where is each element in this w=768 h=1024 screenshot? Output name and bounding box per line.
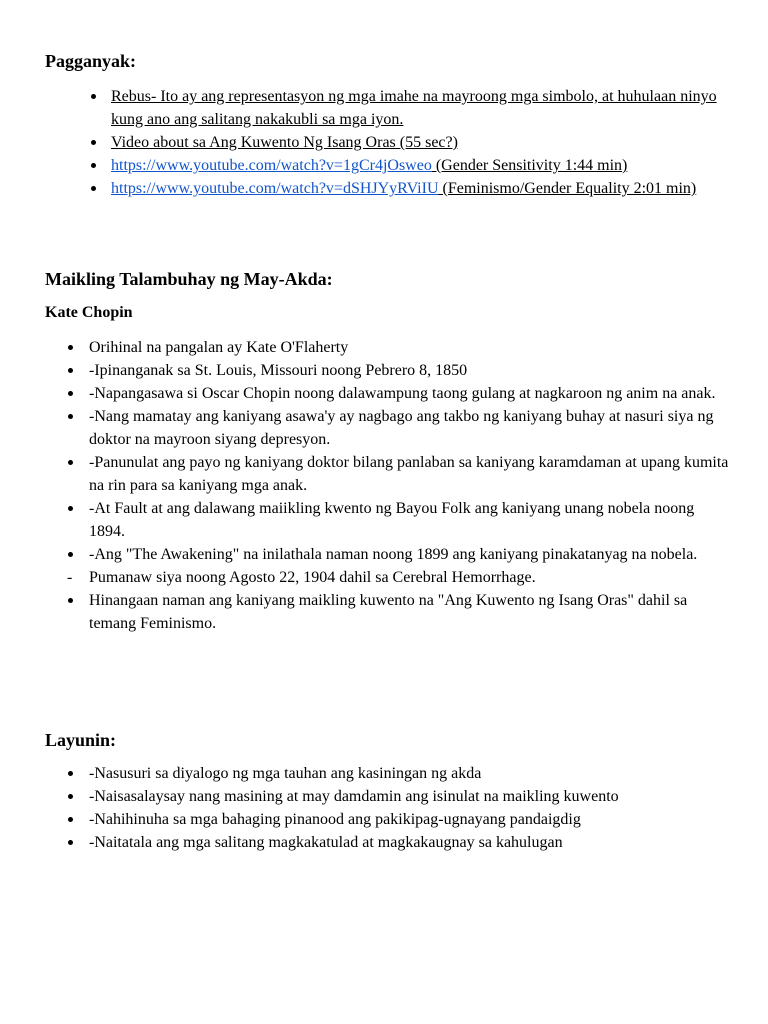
list-item: Video about sa Ang Kuwento Ng Isang Oras (55 sec?) — [62, 131, 732, 154]
list-item: -Ipinanganak sa St. Louis, Missouri noong Pebrero 8, 1850 — [62, 359, 732, 382]
dash-marker: - — [67, 569, 73, 586]
bullet-icon — [68, 391, 73, 396]
youtube-link-gender-sensitivity[interactable]: https://www.youtube.com/watch?v=1gCr4jOsweo — [111, 157, 432, 174]
list-item: -Naitatala ang mga salitang magkakatulad at magkakaugnay sa kahulugan — [62, 831, 732, 854]
bullet-icon — [68, 460, 73, 465]
list-item: https://www.youtube.com/watch?v=dSHJYyRViIU (Feminismo/Gender Equality 2:01 min) — [62, 177, 732, 200]
pagganyak-list — [62, 85, 732, 200]
bullet-icon — [68, 345, 73, 350]
layunin-list — [62, 762, 732, 854]
list-item: Hinangaan naman ang kaniyang maikling kuwento na "Ang Kuwento ng Isang Oras" dahil sa temang Feminismo. — [62, 589, 732, 635]
pagganyak-heading: Pagganyak: — [45, 51, 137, 71]
talambuhay-list — [62, 336, 732, 635]
list-item: Orihinal na pangalan ay Kate O'Flaherty — [62, 336, 732, 359]
bullet-icon — [68, 552, 73, 557]
bullet-icon — [91, 163, 96, 168]
list-item: Rebus- Ito ay ang representasyon ng mga imahe na mayroong mga simbolo, at huhulaan ninyo kung ano ang salitang nakakubli sa mga iyon. — [62, 85, 732, 131]
bullet-icon — [68, 840, 73, 845]
layunin-heading: Layunin: — [45, 730, 117, 750]
youtube-link-feminismo[interactable]: https://www.youtube.com/watch?v=dSHJYyRViIU — [111, 180, 439, 197]
author-name: Kate Chopin — [45, 304, 133, 321]
list-item: -Nang mamatay ang kaniyang asawa'y ay nagbago ang takbo ng kaniyang buhay at nasuri siya ng doktor na mayroon siyang depresyon. — [62, 405, 732, 451]
bullet-icon — [68, 771, 73, 776]
talambuhay-heading: Maikling Talambuhay ng May-Akda: — [45, 269, 333, 289]
list-item: -Naisasalaysay nang masining at may damdamin ang isinulat na maikling kuwento — [62, 785, 732, 808]
bullet-icon — [68, 794, 73, 799]
list-item: -Napangasawa si Oscar Chopin noong dalawampung taong gulang at nagkaroon ng anim na anak. — [62, 382, 732, 405]
list-item: -Nahihinuha sa mga bahaging pinanood ang pakikipag-ugnayang pandaigdig — [62, 808, 732, 831]
bullet-icon — [68, 817, 73, 822]
bullet-icon — [91, 94, 96, 99]
list-item: -Nasusuri sa diyalogo ng mga tauhan ang kasiningan ng akda — [62, 762, 732, 785]
list-item: -At Fault at ang dalawang maiikling kwento ng Bayou Folk ang kaniyang unang nobela noong 1894. — [62, 497, 732, 543]
list-item: https://www.youtube.com/watch?v=1gCr4jOsweo (Gender Sensitivity 1:44 min) — [62, 154, 732, 177]
bullet-icon — [68, 414, 73, 419]
list-item: - Pumanaw siya noong Agosto 22, 1904 dahil sa Cerebral Hemorrhage. — [62, 566, 732, 589]
bullet-icon — [91, 140, 96, 145]
bullet-icon — [68, 506, 73, 511]
bullet-icon — [68, 368, 73, 373]
list-item: -Ang "The Awakening" na inilathala naman noong 1899 ang kaniyang pinakatanyag na nobela. — [62, 543, 732, 566]
bullet-icon — [68, 598, 73, 603]
bullet-icon — [91, 186, 96, 191]
list-item: -Panunulat ang payo ng kaniyang doktor bilang panlaban sa kaniyang karamdaman at upang kumita na rin para sa kaniyang mga anak. — [62, 451, 732, 497]
